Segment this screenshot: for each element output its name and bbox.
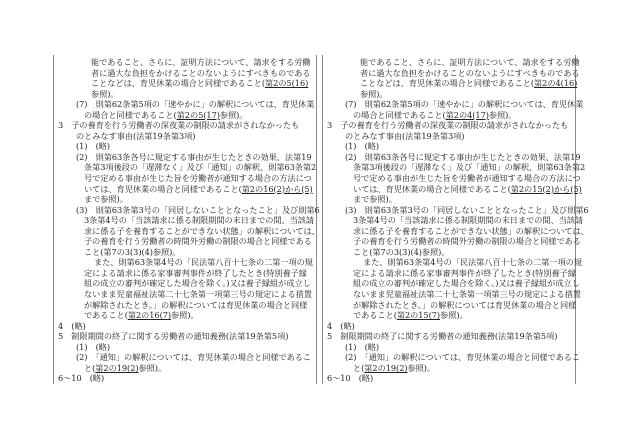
column-lines bbox=[323, 57, 589, 384]
line-text-after: 参照)。 bbox=[440, 310, 468, 321]
text-line bbox=[323, 57, 580, 68]
text-line bbox=[323, 151, 581, 163]
text-line bbox=[54, 89, 316, 100]
text-line bbox=[323, 268, 575, 279]
text-line bbox=[54, 141, 316, 152]
text-line bbox=[54, 310, 316, 321]
line-text: 3条第4号の「当該請求に係る制限期間の末日までの間、当該請 bbox=[84, 215, 315, 226]
line-text: 定による請求に係る家事審判事件が終了したとき(特別養子縁 bbox=[353, 267, 576, 278]
line-text: こと(第7の3(3)(4)参照)。 bbox=[353, 246, 450, 257]
line-text: ことなどは、育児休業の場合と同様であること( bbox=[360, 78, 535, 89]
line-text: が解除されたとき。」の解釈については育児休業の場合と同様 bbox=[84, 299, 308, 310]
section-reference: 第2の19(2) bbox=[364, 362, 408, 373]
text-line bbox=[323, 89, 575, 100]
line-text: (1) (略) bbox=[76, 141, 111, 152]
text-line bbox=[323, 331, 575, 342]
line-text: 参照)。 bbox=[91, 88, 119, 99]
text-line bbox=[323, 99, 584, 110]
line-text: こと(第7の3(3)(4)参照)。 bbox=[84, 246, 181, 257]
text-line bbox=[323, 141, 575, 152]
line-text: 条第3項後段の「遅滞なく」及び「通知」の解釈、則第63条第2 bbox=[84, 162, 317, 173]
line-text: 3 子の養育を行う労働者の深夜業の制限の請求がされなかったも bbox=[58, 120, 300, 131]
line-text: (1) (略) bbox=[76, 341, 111, 352]
line-text: また、則第63条第4号の「民法第八百十七条の二第一項の規 bbox=[94, 257, 313, 268]
text-line bbox=[54, 373, 316, 384]
line-text: 子の養育を行う労働者の時間外労働の制限の場合と同様である bbox=[353, 236, 581, 247]
text-line bbox=[54, 300, 316, 311]
text-line bbox=[323, 342, 575, 353]
section-reference: 第2の4(17) bbox=[445, 109, 489, 120]
text-line bbox=[323, 110, 575, 121]
section-reference: 第2の5(17) bbox=[176, 109, 220, 120]
text-line bbox=[323, 300, 575, 311]
line-text: であること( bbox=[84, 310, 128, 321]
text-line bbox=[323, 162, 586, 173]
line-text: ないまま児童福祉法第二十七条第一項第三号の規定による措置 bbox=[353, 289, 581, 300]
column-lines bbox=[54, 57, 320, 384]
text-line bbox=[54, 194, 316, 205]
line-text: (2) 則第63条各号に規定する事由が生じたときの効果、法第19 bbox=[76, 151, 312, 162]
line-text: (3) 則第63条第3号の「同居しないこととなったこと」及び則第6 bbox=[345, 204, 589, 215]
line-text-after: 参照)。 bbox=[488, 109, 517, 120]
text-line bbox=[54, 321, 316, 332]
line-text: (2) 「通知」の解釈については、育児休業の場合と同様であるこ bbox=[76, 352, 312, 363]
text-line bbox=[54, 363, 316, 374]
section-reference: 第2の5(16) bbox=[265, 78, 309, 89]
text-line bbox=[54, 184, 316, 195]
text-line bbox=[323, 236, 581, 247]
text-line bbox=[323, 321, 575, 332]
text-line bbox=[323, 78, 578, 89]
text-line bbox=[323, 257, 582, 268]
line-text: (1) (略) bbox=[345, 141, 380, 152]
line-text: 定による請求に係る家事審判事件が終了したとき(特別養子縁 bbox=[84, 267, 307, 278]
line-text: 能であること、さらに、証明方法について、請求をする労働 bbox=[91, 57, 311, 67]
text-line bbox=[323, 204, 589, 216]
line-text: のとみなす事由(法第19条第3項) bbox=[76, 130, 196, 141]
line-text: (1) (略) bbox=[345, 341, 380, 352]
line-text: 号で定める事由が生じた旨を労働者が通知する場合の方法につ bbox=[353, 173, 581, 184]
text-line bbox=[54, 289, 316, 300]
section-reference: 第2の4(16) bbox=[534, 78, 578, 89]
text-line bbox=[323, 215, 584, 226]
line-text-after: 参照)。 bbox=[407, 362, 436, 373]
line-text: 4 (略) bbox=[327, 320, 355, 331]
line-text: まで参照)。 bbox=[84, 194, 128, 205]
line-text: 組の成立の審判が確定した場合を除く。)又は養子縁組が成立し bbox=[353, 278, 580, 289]
line-text: の場合と同様であること( bbox=[353, 109, 446, 120]
line-text: であること( bbox=[353, 310, 397, 321]
line-text: 者に過大な負担をかけることのないようにすべきものである bbox=[360, 67, 580, 78]
line-text-after: 参照)。 bbox=[219, 109, 248, 120]
line-text: ないまま児童福祉法第二十七条第一項第三号の規定による措置 bbox=[84, 289, 312, 300]
text-line bbox=[54, 215, 316, 226]
text-line bbox=[323, 373, 575, 384]
line-text: 求に係る子を養育することができない状態」の解釈については、 bbox=[84, 225, 320, 236]
line-text: 能であること、さらに、証明方法について、請求をする労働 bbox=[360, 57, 580, 67]
text-line bbox=[54, 278, 316, 289]
line-text: が解除されたとき。」の解釈については育児休業の場合と同様 bbox=[353, 299, 577, 310]
line-text: と( bbox=[84, 362, 96, 373]
line-text: 6～10 (略) bbox=[327, 373, 374, 384]
text-line bbox=[54, 68, 316, 79]
line-text: (3) 則第63条第3号の「同居しないこととなったこと」及び則第6 bbox=[76, 204, 320, 215]
line-text: の場合と同様であること( bbox=[84, 109, 177, 120]
line-text: 者に過大な負担をかけることのないようにすべきものである bbox=[91, 67, 311, 78]
text-line bbox=[54, 204, 320, 216]
line-text: 3 子の養育を行う労働者の深夜業の制限の請求がされなかったも bbox=[327, 120, 569, 131]
text-line bbox=[54, 268, 316, 279]
old-text-column bbox=[53, 55, 320, 384]
line-text: 5 制限期間の終了に関する労働者の通知義務(法第19条第5項) bbox=[327, 331, 558, 342]
new-text-column bbox=[322, 55, 589, 384]
text-line bbox=[54, 173, 316, 184]
text-line bbox=[54, 236, 316, 247]
line-text: のとみなす事由(法第19条第3項) bbox=[345, 130, 465, 141]
text-line bbox=[323, 310, 575, 321]
text-line bbox=[54, 342, 316, 353]
line-text: いては、育児休業の場合と同様であること( bbox=[84, 183, 242, 194]
text-line bbox=[323, 225, 589, 237]
line-text: 号で定める事由が生じた旨を労働者が通知する場合の方法につ bbox=[84, 173, 312, 184]
text-line bbox=[54, 331, 316, 342]
line-text: 組の成立の審判が確定した場合を除く。)又は養子縁組が成立し bbox=[84, 278, 311, 289]
line-text: (2) 「通知」の解釈については、育児休業の場合と同様であるこ bbox=[345, 352, 581, 363]
text-line bbox=[54, 162, 316, 173]
line-text: 求に係る子を養育することができない状態」の解釈については、 bbox=[353, 225, 589, 236]
text-line bbox=[323, 363, 575, 374]
line-text: いては、育児休業の場合と同様であること( bbox=[353, 183, 511, 194]
text-line bbox=[54, 257, 316, 268]
line-text: (2) 則第63条各号に規定する事由が生じたときの効果、法第19 bbox=[345, 151, 581, 162]
line-text: と( bbox=[353, 362, 365, 373]
line-text: (7) 則第62条第5項の「速やかに」の解釈については、育児休業 bbox=[345, 99, 584, 110]
line-text: 6～10 (略) bbox=[58, 373, 105, 384]
line-text-after: 参照)。 bbox=[138, 362, 167, 373]
text-line bbox=[54, 225, 320, 237]
text-line bbox=[323, 183, 582, 195]
line-text: (7) 則第62条第5項の「速やかに」の解釈については、育児休業 bbox=[76, 99, 315, 110]
line-text: 4 (略) bbox=[58, 320, 86, 331]
text-line bbox=[54, 152, 316, 163]
section-reference: 第2の16(7) bbox=[127, 310, 172, 321]
text-line bbox=[54, 110, 316, 121]
text-line bbox=[323, 278, 580, 289]
text-line bbox=[323, 289, 581, 300]
line-text: まで参照)。 bbox=[353, 194, 397, 205]
text-line bbox=[54, 57, 316, 68]
text-line bbox=[323, 67, 580, 79]
text-line bbox=[54, 120, 316, 131]
text-line bbox=[323, 194, 575, 205]
section-reference: 第2の15(2)から(5) bbox=[510, 183, 582, 194]
text-line bbox=[54, 131, 316, 142]
line-text: ことなどは、育児休業の場合と同様であること( bbox=[91, 78, 266, 89]
line-text: 参照)。 bbox=[360, 88, 388, 99]
section-reference: 第2の16(2)から(5) bbox=[241, 183, 313, 194]
text-line bbox=[54, 247, 316, 258]
text-line bbox=[54, 352, 316, 363]
section-reference: 第2の15(7) bbox=[396, 310, 441, 321]
text-line bbox=[323, 120, 575, 131]
text-line bbox=[323, 173, 581, 184]
section-reference: 第2の19(2) bbox=[95, 362, 139, 373]
text-line bbox=[323, 352, 581, 363]
line-text: 3条第4号の「当該請求に係る制限期間の末日までの間、当該請 bbox=[353, 215, 584, 226]
line-text: 5 制限期間の終了に関する労働者の通知義務(法第19条第5項) bbox=[58, 331, 289, 342]
text-line bbox=[323, 247, 575, 258]
text-line bbox=[323, 131, 575, 142]
line-text-after: 参照)。 bbox=[171, 310, 199, 321]
text-line bbox=[54, 99, 316, 110]
text-line bbox=[54, 78, 316, 89]
line-text: 子の養育を行う労働者の時間外労働の制限の場合と同様である bbox=[84, 236, 312, 247]
line-text: 条第3項後段の「遅滞なく」及び「通知」の解釈、則第63条第2 bbox=[353, 162, 586, 173]
line-text: また、則第63条第4号の「民法第八百十七条の二第一項の規 bbox=[363, 257, 582, 268]
